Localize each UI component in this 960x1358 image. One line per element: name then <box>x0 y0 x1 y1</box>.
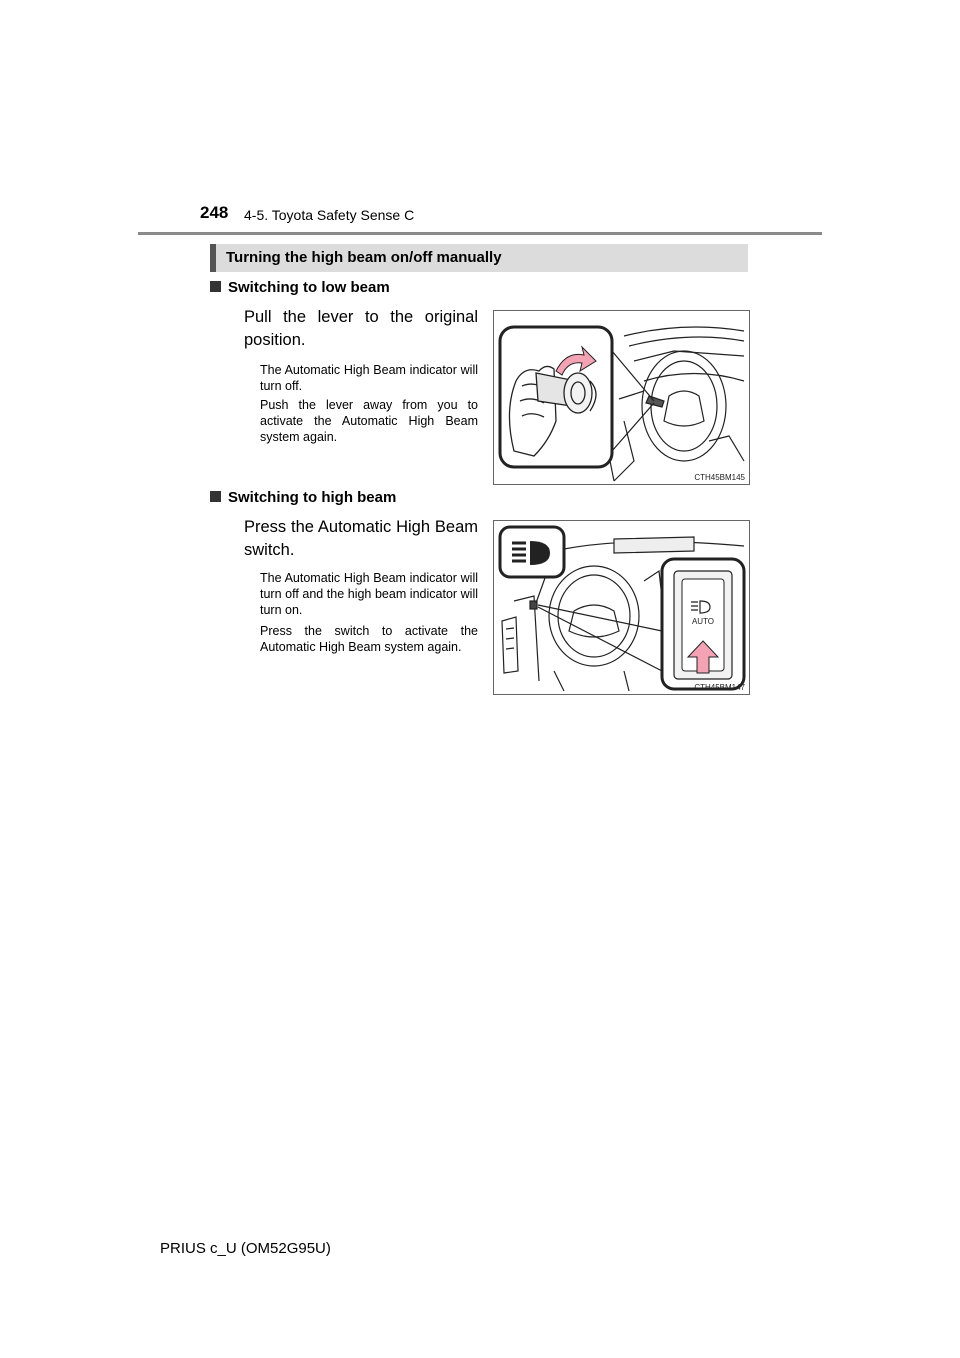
note-high-beam-1: The Automatic High Beam indicator will turn off and the high beam indicator will turn on. <box>260 571 478 617</box>
square-bullet-icon <box>210 491 221 502</box>
lever-illustration <box>494 311 749 484</box>
switch-illustration <box>494 521 749 694</box>
subheading-text: Switching to low beam <box>228 279 390 296</box>
figure-code-switch: CTH45BM147 <box>694 683 745 692</box>
instruction-high-beam: Press the Automatic High Beam switch. <box>244 518 478 559</box>
subheading-text: Switching to high beam <box>228 489 397 506</box>
figure-code-lever: CTH45BM145 <box>694 473 745 482</box>
section-heading <box>210 244 748 272</box>
page-number: 248 <box>200 203 229 222</box>
instruction-low-beam: Pull the lever to the original position. <box>244 308 478 349</box>
subheading-low-beam <box>210 279 390 296</box>
section-title: 4-5. Toyota Safety Sense C <box>244 207 415 223</box>
square-bullet-icon <box>210 281 221 292</box>
subheading-high-beam <box>210 489 396 506</box>
figure-switch <box>493 520 750 695</box>
note-low-beam-2: Push the lever away from you to activate the Automatic High Beam system again. <box>260 398 478 444</box>
figure-lever <box>493 310 750 485</box>
switch-auto-label: AUTO <box>691 617 715 626</box>
note-high-beam-2: Press the switch to activate the Automatic High Beam system again. <box>260 624 478 654</box>
header-rule <box>138 232 822 235</box>
section-heading-text: Turning the high beam on/off manually <box>226 249 502 266</box>
footer-model: PRIUS c_U (OM52G95U) <box>160 1240 331 1257</box>
note-low-beam-1: The Automatic High Beam indicator will turn off. <box>260 363 478 393</box>
heading-bar <box>210 244 216 272</box>
